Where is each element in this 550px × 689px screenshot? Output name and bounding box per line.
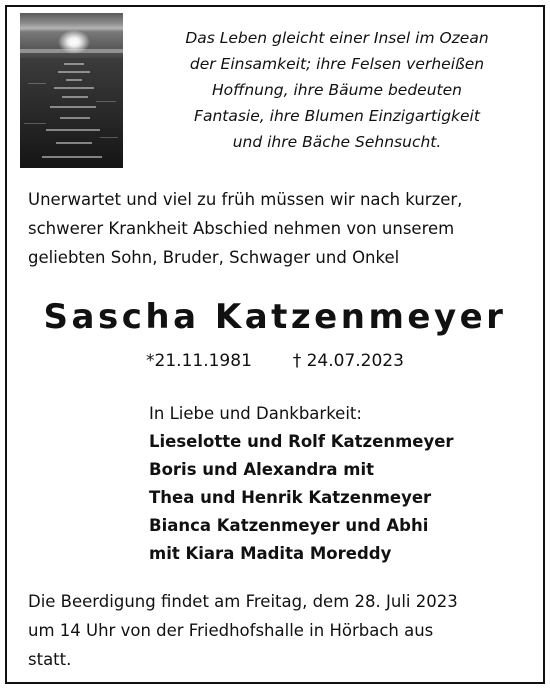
funeral-line: um 14 Uhr von der Friedhofshalle in Hörbach aus <box>28 621 434 640</box>
quote-line: der Einsamkeit; ihre Felsen verheißen <box>189 55 485 73</box>
intro-line: schwerer Krankheit Abschied nehmen von unserem <box>28 219 455 238</box>
mourners-list <box>149 400 539 568</box>
birth-date: *21.11.1981 <box>146 351 252 371</box>
mourner-line: Thea und Henrik Katzenmeyer <box>149 488 432 507</box>
intro-line: Unerwartet und viel zu früh müssen wir nach kurzer, <box>28 190 463 209</box>
life-dates <box>7 351 543 371</box>
obituary-notice <box>5 5 545 684</box>
funeral-details <box>28 587 538 674</box>
quote-line: Hoffnung, ihre Bäume bedeuten <box>212 81 462 99</box>
mourners-heading: In Liebe und Dankbarkeit: <box>149 404 362 423</box>
intro-paragraph <box>28 185 538 272</box>
funeral-line: Die Beerdigung findet am Freitag, dem 28. Juli 2023 <box>28 592 458 611</box>
sunset-over-sea-photo <box>20 13 123 168</box>
quote-line: Das Leben gleicht einer Insel im Ozean <box>185 29 489 47</box>
quote-line: Fantasie, ihre Blumen Einzigartigkeit <box>194 107 480 125</box>
mourner-line: mit Kiara Madita Moreddy <box>149 544 392 563</box>
mourner-line: Boris und Alexandra mit <box>149 460 375 479</box>
death-date: † 24.07.2023 <box>292 351 404 371</box>
funeral-line: statt. <box>28 650 72 669</box>
mourner-line: Lieselotte und Rolf Katzenmeyer <box>149 432 454 451</box>
quote-line: und ihre Bäche Sehnsucht. <box>232 133 442 151</box>
quote-text <box>137 25 537 155</box>
deceased-name: Sascha Katzenmeyer <box>43 297 507 337</box>
mourner-line: Bianca Katzenmeyer und Abhi <box>149 516 429 535</box>
intro-line: geliebten Sohn, Bruder, Schwager und Onkel <box>28 248 400 267</box>
